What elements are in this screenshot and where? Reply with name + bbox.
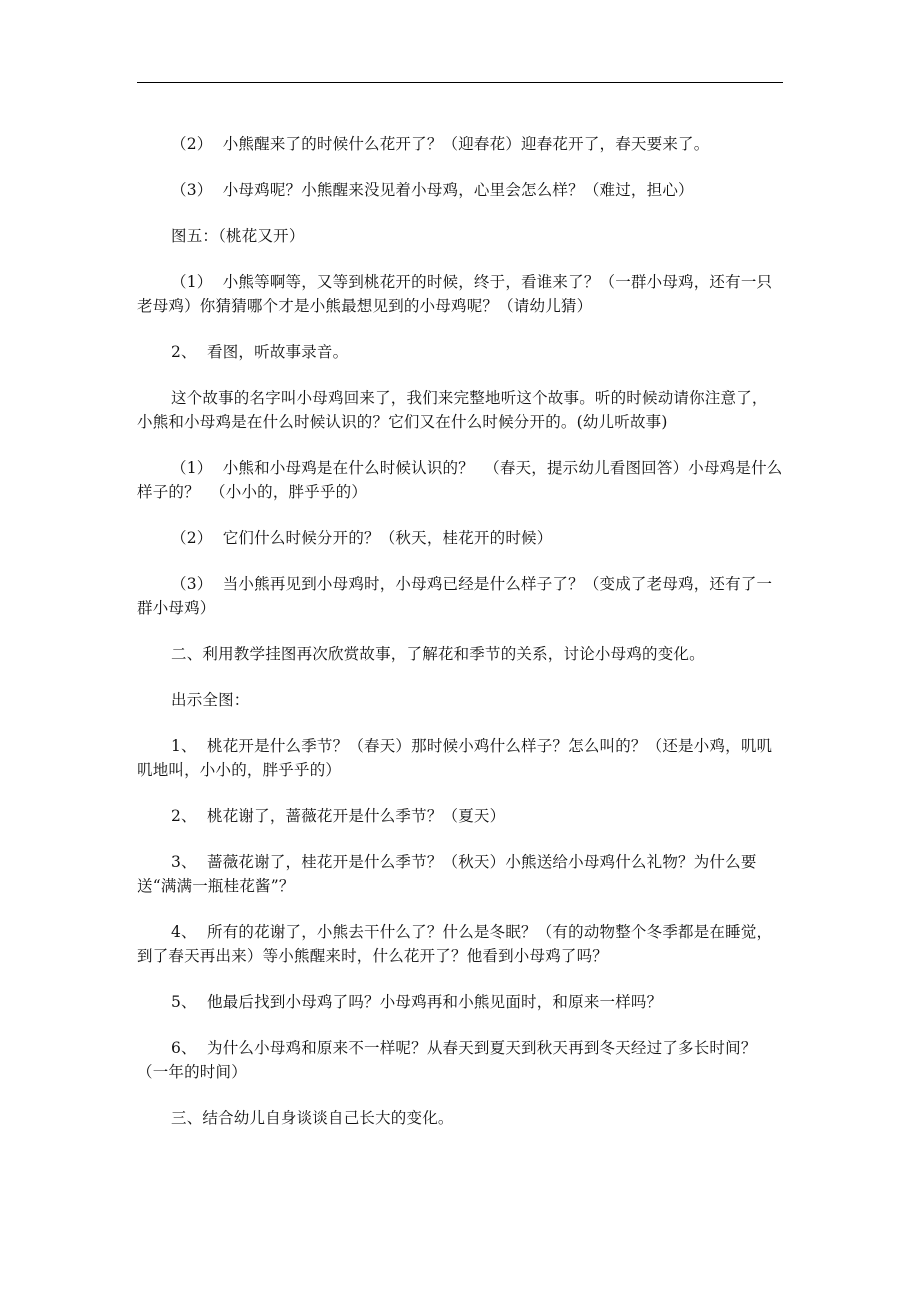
section-heading-three: 三、结合幼儿自身谈谈自己长大的变化。 <box>171 1109 454 1127</box>
list-item-3-autumn: 3、 蔷薇花谢了，桂花开是什么季节？（秋天）小熊送给小母鸡什么礼物？为什么要送“满满一瓶桂花酱”？ <box>137 853 757 895</box>
paragraph-question-1-met: （1） 小熊和小母鸡是在什么时候认识的？ （春天，提示幼儿看图回答）小母鸡是什么样子的？ （小小的，胖乎乎的） <box>137 459 783 501</box>
header-rule <box>137 82 783 83</box>
paragraph-picture-five-heading: 图五：（桃花又开） <box>171 227 305 245</box>
paragraph-question-3-reunion: （3） 当小熊再见到小母鸡时，小母鸡已经是什么样子了？（变成了老母鸡，还有了一群小母鸡） <box>137 575 773 617</box>
paragraph-question-3-hen-missing: （3） 小母鸡呢？小熊醒来没见着小母鸡，心里会怎么样？（难过，担心） <box>171 181 694 199</box>
paragraph-question-2-spring-flower: （2） 小熊醒来了的时候什么花开了？（迎春花）迎春花开了，春天要来了。 <box>171 135 710 153</box>
list-item-6-one-year: 6、 为什么小母鸡和原来不一样呢？从春天到夏天到秋天再到冬天经过了多长时间？（一年的时间） <box>137 1039 757 1081</box>
document-body <box>137 132 783 1152</box>
paragraph-step-2-listen: 2、 看图，听故事录音。 <box>171 343 349 361</box>
paragraph-question-2-separated: （2） 它们什么时候分开的？（秋天，桂花开的时候） <box>171 529 553 547</box>
paragraph-show-full-picture: 出示全图： <box>171 691 250 709</box>
list-item-5-found-hen: 5、 他最后找到小母鸡了吗？小母鸡再和小熊见面时，和原来一样吗？ <box>171 993 663 1011</box>
section-heading-two: 二、利用教学挂图再次欣赏故事，了解花和季节的关系，讨论小母鸡的变化。 <box>171 645 705 663</box>
paragraph-story-intro: 这个故事的名字叫小母鸡回来了，我们来完整地听这个故事。听的时候动请你注意了，小熊和小母鸡是在什么时候认识的？它们又在什么时候分开的。(幼儿听故事) <box>137 389 768 431</box>
list-item-2-summer: 2、 桃花谢了，蔷薇花开是什么季节？（夏天） <box>171 807 506 825</box>
list-item-1-spring: 1、 桃花开是什么季节？（春天）那时候小鸡什么样子？怎么叫的？（还是小鸡，叽叽叽地叫，小小的，胖乎乎的） <box>137 737 773 779</box>
list-item-4-winter: 4、 所有的花谢了，小熊去干什么了？什么是冬眠？（有的动物整个冬季都是在睡觉，到了春天再出来）等小熊醒来时，什么花开了？他看到小母鸡了吗？ <box>137 923 773 965</box>
paragraph-question-1-peach-blossom: （1） 小熊等啊等，又等到桃花开的时候，终于，看谁来了？（一群小母鸡，还有一只老母鸡）你猜猜哪个才是小熊最想见到的小母鸡呢？（请幼儿猜） <box>137 273 773 315</box>
